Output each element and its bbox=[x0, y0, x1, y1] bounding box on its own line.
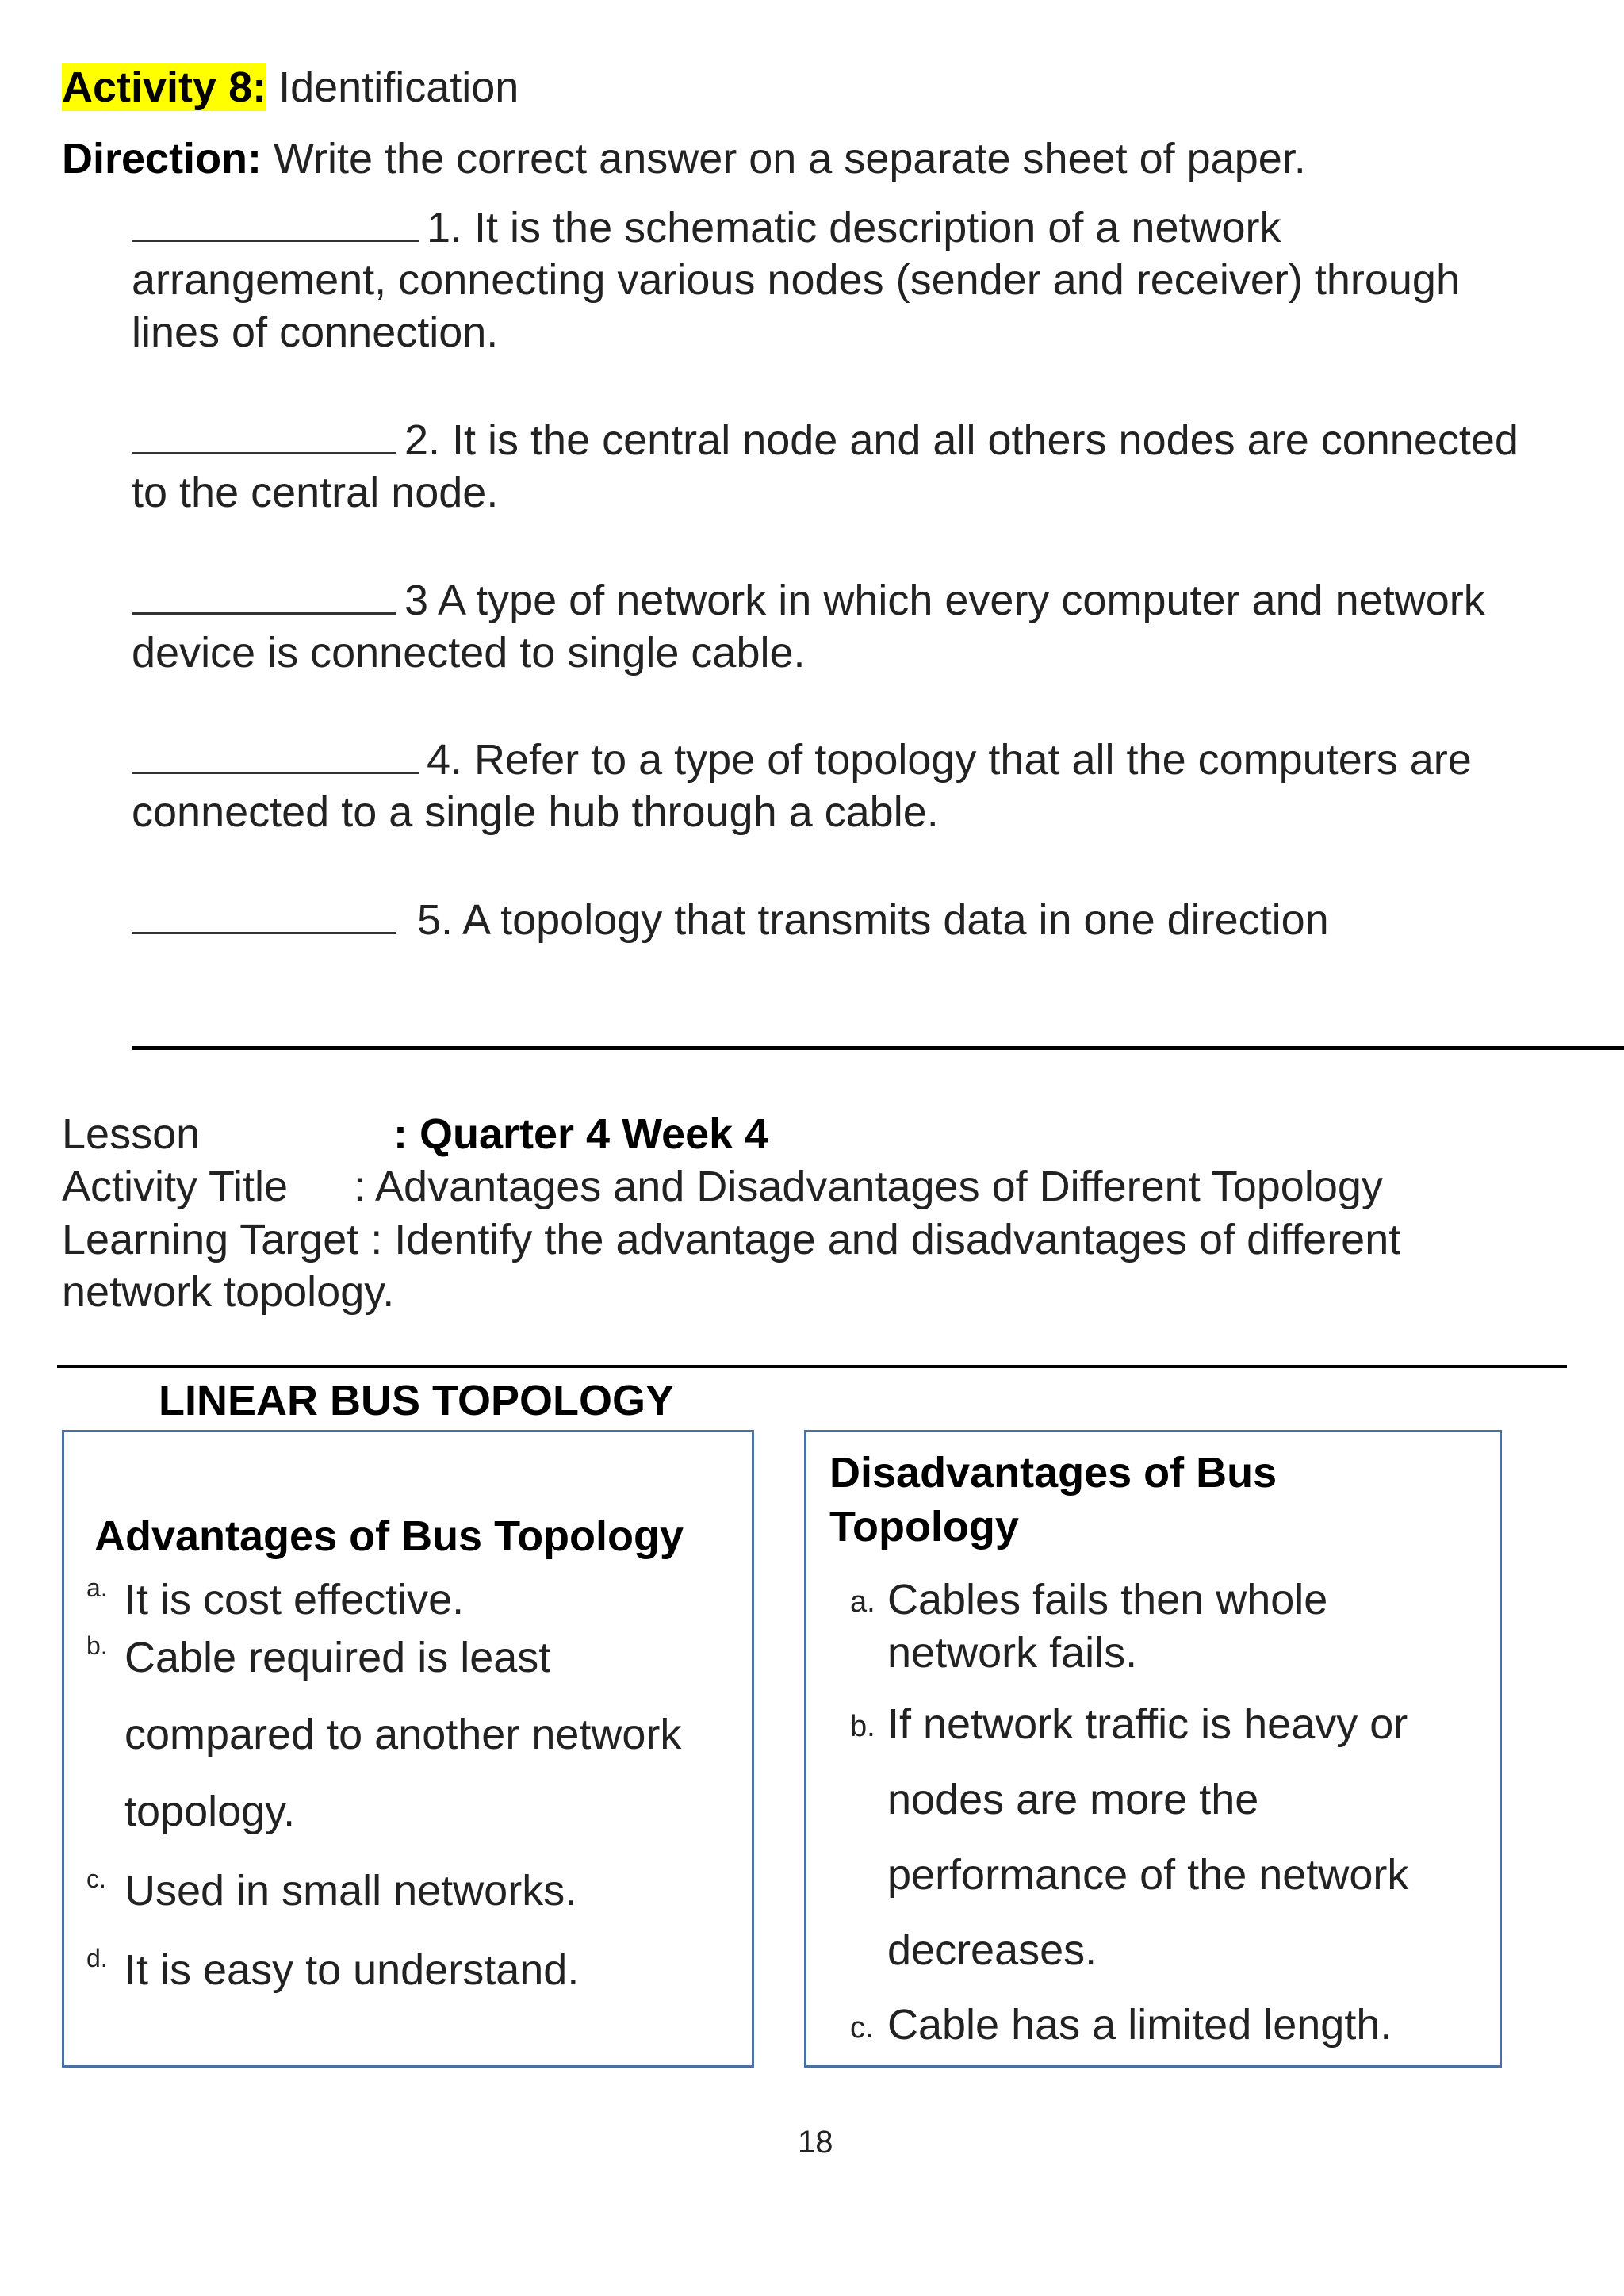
section-title: LINEAR BUS TOPOLOGY bbox=[159, 1377, 675, 1424]
question-1-line-3: lines of connection. bbox=[132, 309, 499, 356]
list-item-continued: performance of the network bbox=[887, 1851, 1409, 1899]
disadvantages-heading-line-2: Topology bbox=[829, 1503, 1019, 1550]
page-number: 18 bbox=[798, 2125, 833, 2160]
lesson-label: Lesson bbox=[62, 1110, 201, 1158]
list-marker: c. bbox=[86, 1865, 106, 1893]
lesson-value: : Quarter 4 Week 4 bbox=[393, 1110, 769, 1158]
answer-blank-2[interactable] bbox=[132, 417, 396, 454]
list-item-continued: compared to another network bbox=[124, 1711, 682, 1758]
list-marker: a. bbox=[86, 1573, 108, 1602]
answer-blank-3[interactable] bbox=[132, 577, 396, 615]
learning-target-line-2: network topology. bbox=[62, 1268, 395, 1316]
question-5-line-1: 5. A topology that transmits data in one direction bbox=[132, 895, 1329, 946]
list-item: Used in small networks. bbox=[124, 1867, 577, 1915]
list-item: It is easy to understand. bbox=[124, 1946, 580, 1994]
list-marker: b. bbox=[86, 1631, 108, 1660]
list-item: It is cost effective. bbox=[124, 1576, 465, 1623]
divider-line bbox=[132, 1046, 1624, 1050]
question-3-line-2: device is connected to single cable. bbox=[132, 629, 806, 677]
divider-line bbox=[57, 1365, 1567, 1368]
question-3-line-1: 3 A type of network in which every computer and network bbox=[132, 575, 1485, 627]
disadvantages-heading-line-1: Disadvantages of Bus bbox=[829, 1449, 1277, 1497]
advantages-heading: Advantages of Bus Topology bbox=[94, 1512, 684, 1560]
activity-heading bbox=[62, 62, 519, 113]
list-item: Cable required is least bbox=[124, 1634, 551, 1681]
direction-text: Write the correct answer on a separate sheet of paper. bbox=[274, 135, 1306, 182]
question-1-line-1: 1. It is the schematic description of a network bbox=[132, 202, 1281, 254]
direction-label: Direction: bbox=[62, 135, 262, 182]
list-item: Cable has a limited length. bbox=[887, 2001, 1392, 2049]
activity-title-value: : Advantages and Disadvantages of Different Topology bbox=[354, 1163, 1383, 1210]
list-item: If network traffic is heavy or bbox=[887, 1700, 1408, 1748]
list-item-continued: decreases. bbox=[887, 1926, 1097, 1974]
question-4-line-2: connected to a single hub through a cable. bbox=[132, 788, 939, 836]
question-2-line-2: to the central node. bbox=[132, 469, 499, 516]
list-marker: d. bbox=[86, 1944, 108, 1972]
activity-title: Identification bbox=[278, 63, 519, 111]
question-1-line-2: arrangement, connecting various nodes (sender and receiver) through bbox=[132, 256, 1460, 304]
list-marker: b. bbox=[850, 1710, 875, 1743]
list-item-continued: topology. bbox=[124, 1788, 296, 1835]
learning-target-line-1: Learning Target : Identify the advantage and disadvantages of different bbox=[62, 1216, 1401, 1263]
list-marker: c. bbox=[850, 2011, 874, 2045]
list-item-continued: nodes are more the bbox=[887, 1776, 1259, 1823]
disadvantages-box bbox=[804, 1430, 1502, 2068]
question-4-line-1: 4. Refer to a type of topology that all the computers are bbox=[132, 734, 1472, 786]
question-2-line-1: 2. It is the central node and all others nodes are connected bbox=[132, 415, 1519, 466]
advantages-box bbox=[62, 1430, 754, 2068]
list-item-continued: network fails. bbox=[887, 1629, 1138, 1677]
list-item: Cables fails then whole bbox=[887, 1576, 1328, 1623]
activity-label: Activity 8: bbox=[62, 63, 267, 111]
activity-title-label: Activity Title bbox=[62, 1163, 289, 1210]
answer-blank-1[interactable] bbox=[132, 205, 419, 242]
list-marker: a. bbox=[850, 1585, 875, 1619]
direction-line bbox=[62, 133, 1306, 185]
answer-blank-5[interactable] bbox=[132, 897, 396, 934]
answer-blank-4[interactable] bbox=[132, 737, 419, 774]
